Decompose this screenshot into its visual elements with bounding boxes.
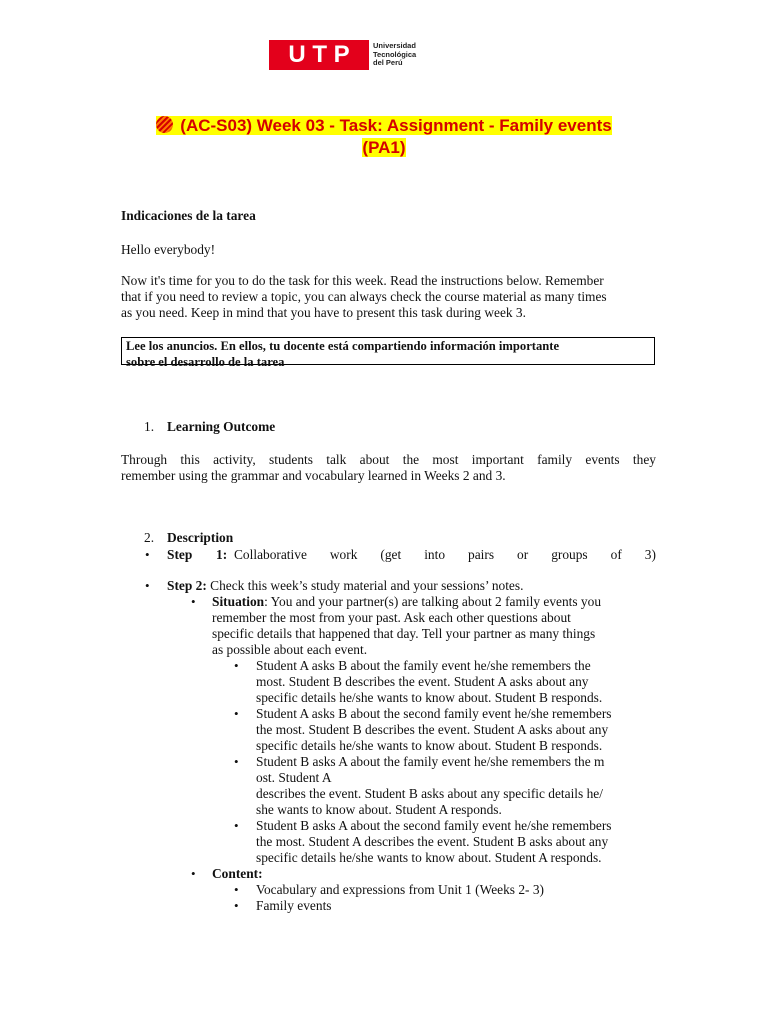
- student-item-3: [256, 754, 658, 818]
- step-1-bullet: •: [145, 547, 150, 562]
- student-item-bullet: •: [234, 818, 239, 833]
- activity-icon: [156, 116, 173, 133]
- content-label: Content:: [212, 866, 263, 881]
- notice-line-1: Lee los anuncios. En ellos, tu docente está compartiendo información importante: [126, 339, 560, 353]
- student-item-1: [256, 658, 658, 706]
- student-item-line: the most. Student A describes the event. Student B asks about any: [256, 834, 609, 849]
- student-item-line: Student B asks A about the family event he/she remembers the m: [256, 754, 605, 769]
- notice-line-2: sobre el desarrollo de la tarea: [126, 355, 285, 369]
- situation-line-2: remember the most from your past. Ask each other questions about: [212, 610, 571, 625]
- section-1-title: Learning Outcome: [167, 419, 276, 434]
- outcome-line-1: Through this activity, students talk about the most important family events they: [121, 452, 656, 467]
- step-1-word: pairs: [468, 547, 495, 562]
- utp-logo: [269, 40, 416, 70]
- content-item-bullet: •: [234, 882, 239, 897]
- step-2-bullet: •: [145, 578, 150, 593]
- intro-line-3: as you need. Keep in mind that you have to present this task during week 3.: [121, 305, 526, 320]
- section-2-title: Description: [167, 530, 234, 545]
- content-item-bullet: •: [234, 898, 239, 913]
- step-2-text: Check this week’s study material and your sessions’ notes.: [210, 578, 524, 593]
- student-item-line: specific details he/she wants to know about. Student A responds.: [256, 850, 602, 865]
- situation-line-4: as possible about each event.: [212, 642, 368, 657]
- section-2-number: 2.: [144, 530, 155, 545]
- logo-wordmark: [373, 42, 416, 68]
- student-item-line: ost. Student A: [256, 770, 332, 785]
- step-2-line: [167, 578, 523, 594]
- logo-letters: U T P: [288, 41, 350, 68]
- outcome-line-2: remember using the grammar and vocabulary learned in Weeks 2 and 3.: [121, 468, 506, 483]
- content-item: Vocabulary and expressions from Unit 1 (Weeks 2- 3): [256, 882, 544, 897]
- student-item-line: Student A asks B about the second family event he/she remembers: [256, 706, 612, 721]
- learning-outcome-paragraph: [121, 452, 656, 484]
- intro-line-2: that if you need to review a topic, you can always check the course material as many times: [121, 289, 607, 304]
- student-item-bullet: •: [234, 706, 239, 721]
- logo-line-1: Universidad: [373, 41, 416, 51]
- content-item: Family events: [256, 898, 332, 913]
- student-item-4: [256, 818, 658, 866]
- step-1-word: 3): [644, 547, 656, 562]
- student-item-2: [256, 706, 658, 754]
- situation-paragraph: [212, 594, 657, 658]
- student-item-line: describes the event. Student B asks about any specific details he/: [256, 786, 603, 801]
- content-bullet: •: [191, 866, 196, 881]
- student-item-line: Student B asks A about the second family event he/she remembers: [256, 818, 612, 833]
- step-1-word: into: [424, 547, 446, 562]
- student-item-line: specific details he/she wants to know about. Student B responds.: [256, 690, 603, 705]
- logo-mark: [269, 40, 369, 70]
- step-1-word: or: [517, 547, 529, 562]
- step-1-word: of: [610, 547, 622, 562]
- student-item-line: the most. Student B describes the event. Student A asks about any: [256, 722, 609, 737]
- step-1-number: 1:: [216, 547, 228, 562]
- student-item-line: specific details he/she wants to know about. Student B responds.: [256, 738, 603, 753]
- greeting: Hello everybody!: [121, 242, 216, 257]
- situation-bullet: •: [191, 594, 196, 609]
- student-item-bullet: •: [234, 754, 239, 769]
- step-1-word: work: [329, 547, 358, 562]
- page-title: [0, 115, 768, 159]
- intro-paragraph: [121, 273, 655, 321]
- student-item-bullet: •: [234, 658, 239, 673]
- situation-line-3: specific details that happened that day. Tell your partner as many things: [212, 626, 596, 641]
- step-2-label: Step 2:: [167, 578, 207, 593]
- section-1-number: 1.: [144, 419, 155, 434]
- title-line-1: (AC-S03) Week 03 - Task: Assignment - Family events: [180, 116, 612, 135]
- student-item-line: she wants to know about. Student A responds.: [256, 802, 502, 817]
- logo-line-2: Tecnológica: [373, 49, 417, 59]
- notice-box: [121, 337, 655, 369]
- logo-line-3: del Perú: [373, 58, 403, 68]
- step-1-word: groups: [551, 547, 588, 562]
- student-item-line: Student A asks B about the family event he/she remembers the: [256, 658, 591, 673]
- intro-line-1: Now it's time for you to do the task for this week. Read the instructions below. Remember: [121, 273, 604, 288]
- step-1-word: Collaborative: [234, 547, 307, 562]
- step-1-label: Step: [167, 547, 193, 562]
- step-1-word: (get: [380, 547, 402, 562]
- title-line-2: (PA1): [362, 138, 406, 157]
- task-heading: Indicaciones de la tarea: [121, 208, 256, 223]
- student-item-line: most. Student B describes the event. Student A asks about any: [256, 674, 589, 689]
- situation-label: Situation: [212, 594, 265, 609]
- situation-line-1: : You and your partner(s) are talking about 2 family events you: [264, 594, 602, 609]
- step-1-text: [234, 547, 656, 563]
